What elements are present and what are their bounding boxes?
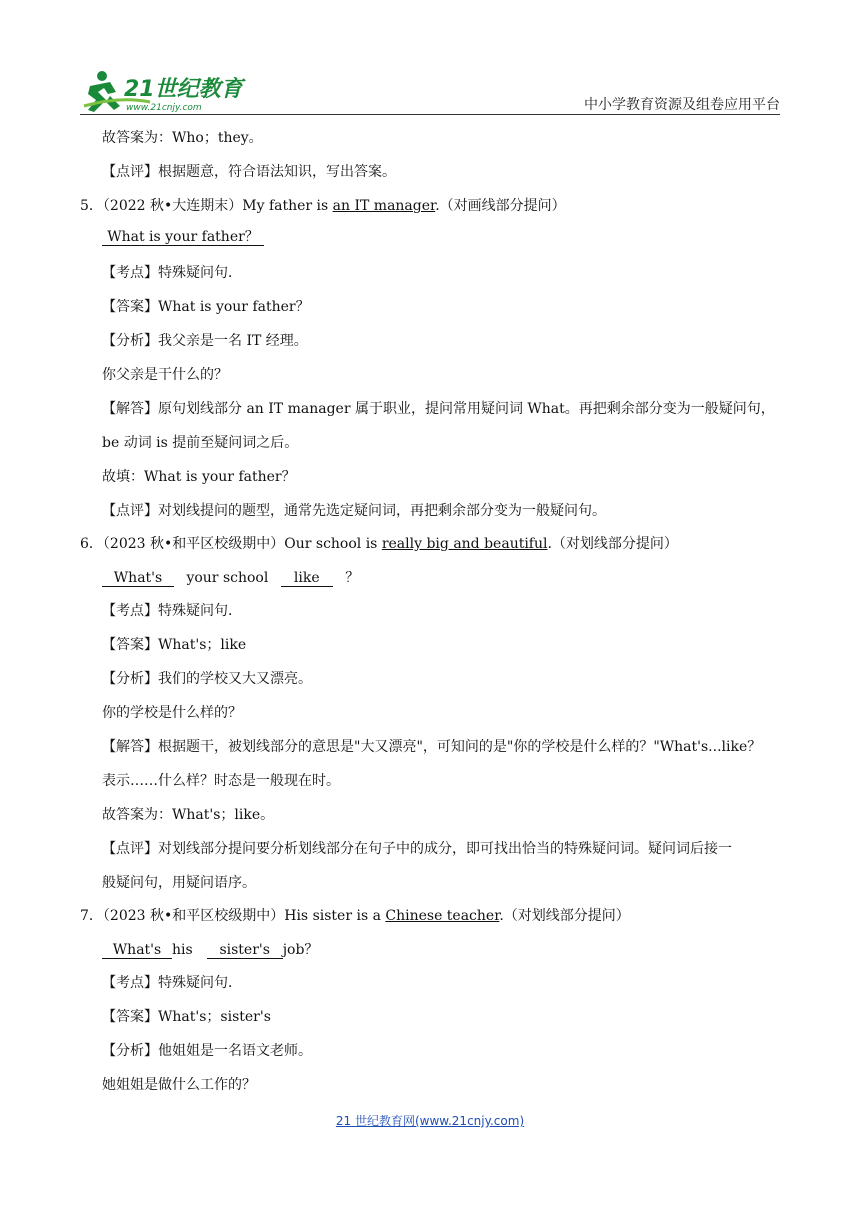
- q5-solution: 【解答】原句划线部分 an IT manager 属于职业，提问常用疑问词 What。再把剩余部分变为一般疑问句，: [102, 401, 775, 417]
- logo-21cnjy: [80, 66, 280, 118]
- footer-link[interactable]: 21 世纪教育网(www.21cnjy.com): [335, 1114, 525, 1128]
- q5-comment: 【点评】对划线提问的题型，通常先选定疑问词，再把剩余部分变为一般疑问句。: [102, 503, 606, 519]
- q6-answer: 【答案】What's；like: [102, 637, 247, 653]
- q5-analysis: 【分析】我父亲是一名 IT 经理。: [102, 333, 308, 349]
- q6-analysis-2: 你的学校是什么样的？: [102, 705, 242, 721]
- page-header: [80, 66, 780, 118]
- underlined-phrase: Chinese teacher: [385, 908, 500, 924]
- q6-solution: 【解答】根据题干，被划线部分的意思是"大又漂亮"，可知问的是"你的学校是什么样的？"What's...like？: [102, 739, 762, 755]
- answer-line: 故答案为：Who；they。: [102, 130, 263, 146]
- q6-comment-2: 般疑问句，用疑问语序。: [102, 875, 256, 891]
- q7-kaodian: 【考点】特殊疑问句．: [102, 975, 242, 991]
- platform-name: 中小学教育资源及组卷应用平台: [584, 97, 780, 113]
- q5-answer: 【答案】What is your father？: [102, 299, 310, 315]
- q6-analysis: 【分析】我们的学校又大又漂亮。: [102, 671, 312, 687]
- q6-answer-blanks: What's your school like ？: [102, 567, 359, 587]
- logo-url: www.21cnjy.com: [126, 103, 202, 113]
- underlined-phrase: an IT manager: [332, 198, 436, 214]
- q6-solution-2: 表示……什么样？时态是一般现在时。: [102, 773, 340, 789]
- comment-line: 【点评】根据题意，符合语法知识，写出答案。: [102, 164, 396, 180]
- q6-fill: 故答案为：What's；like。: [102, 807, 275, 823]
- q7-analysis: 【分析】他姐姐是一名语文老师。: [102, 1043, 312, 1059]
- logo-text: 21世纪教育: [124, 77, 243, 102]
- header-divider: [80, 114, 780, 115]
- q7-analysis-2: 她姐姐是做什么工作的？: [102, 1077, 256, 1093]
- q6-kaodian: 【考点】特殊疑问句．: [102, 603, 242, 619]
- q5-fill: 故填：What is your father？: [102, 469, 296, 485]
- q5-solution-2: be 动词 is 提前至疑问词之后。: [102, 435, 299, 451]
- blank-1: What's: [102, 942, 172, 959]
- q7-answer: 【答案】What's；sister's: [102, 1009, 271, 1025]
- q6-comment: 【点评】对划线部分提问要分析划线部分在句子中的成分，即可找出恰当的特殊疑问词。疑问词后接一: [102, 841, 732, 857]
- q5-analysis-2: 你父亲是干什么的？: [102, 367, 228, 383]
- q7-answer-blanks: What's his sister's job？: [102, 939, 318, 959]
- question-5: 5．（2022 秋•大连期末）My father is an IT manager.（对画线部分提问）: [80, 198, 566, 214]
- underlined-phrase: really big and beautiful: [381, 536, 548, 552]
- blank-1: What's: [102, 570, 174, 587]
- q5-kaodian: 【考点】特殊疑问句．: [102, 265, 242, 281]
- blank-2: like: [281, 570, 333, 587]
- blank-2: sister's: [207, 942, 283, 959]
- question-6: 6．（2023 秋•和平区校级期中）Our school is really big and beautiful.（对划线部分提问）: [80, 536, 678, 552]
- question-7: 7．（2023 秋•和平区校级期中）His sister is a Chinese teacher.（对划线部分提问）: [80, 908, 630, 924]
- q5-answer-blank: What is your father？: [102, 229, 264, 246]
